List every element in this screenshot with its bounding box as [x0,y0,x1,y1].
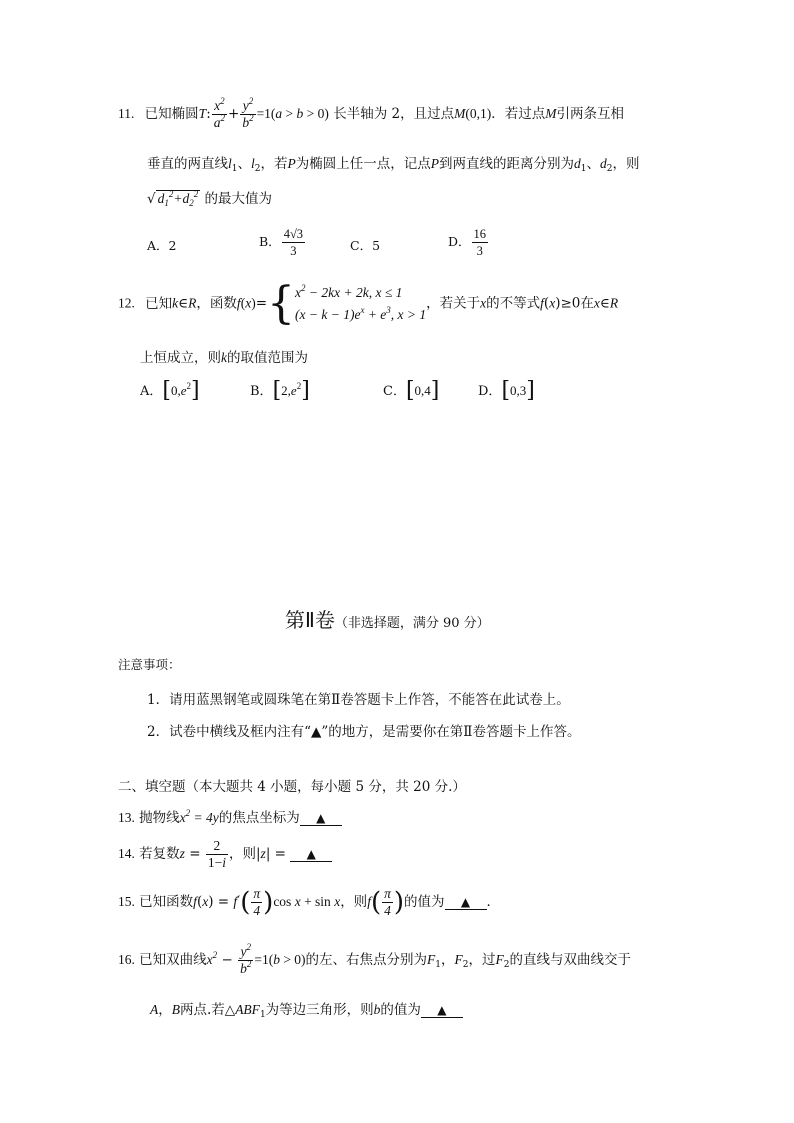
question-15: 15. 已知函数f(x) = f′( $\frac{\pi}{4}$ )cos x + sin x，则f( $\frac{\pi}{4}$ )的值为 ▲ ． [118,886,501,918]
question-11: 11. 已知椭圆T: $\frac{x^2}{a^2}$ + $\frac{y^2}{b^2}$ =1(a > b > 0) 长半轴为 2，且过点M(0,1)．若过点M引两条互相 [118,96,624,130]
question-text: ，若 [260,156,288,172]
question-text: 为等边三角形，则 [265,1002,374,1018]
question-text: ．若过点 [491,106,546,122]
notice-item-2: 2．试卷中横线及框内注有“▲”的地方，是需要你在第Ⅱ卷答题卡上作答。 [147,724,581,740]
part-title: 二、填空题（本大题共 4 小题，每小题 5 分，共 20 分.） [118,779,466,795]
question-number: 14. [118,846,135,861]
question-text: 为椭圆上任一点，记点 [295,156,431,172]
math: T [198,106,207,121]
question-11-line2: 垂直的两直线$l_1$、$l_2$，若P为椭圆上任一点，记点P到两直线的距离分别为$d_1$、$d_2$，则 [147,156,640,174]
answer-blank: ▲ [421,1003,463,1018]
question-text: ，则 [340,894,368,910]
question-text: 的左、右焦点分别为 [305,952,428,968]
question-text: 到两直线的距离分别为 [439,156,574,172]
section-subtitle: （非选择题，满分 90 分） [334,616,490,631]
question-text: 两点.若△ [180,1002,236,1018]
question-12: 12. 已知k∈R，函数f(x)={ $x^2 - 2kx + 2k$, x ≤ 1 $(x - k - 1)e^x + e^3$, x > 1 ，若关于x的不等式f(x)≥0在x∈R [118,278,619,329]
question-16-line2: A，B两点.若$\triangle ABF_1$为等边三角形，则b的值为 ▲ [150,998,463,1018]
math: M [545,106,557,121]
question-text: ，函数 [196,295,237,312]
question-text: ，过 [468,952,496,968]
option-a: A．$[0,e^2]$ [140,378,200,403]
question-11-line3 [147,187,272,207]
math: { [267,278,295,329]
question-text: 若复数 [139,846,180,862]
question-text: 已知函数 [139,894,194,910]
math: M [454,106,466,121]
option-c: C．[0,4] [383,378,440,403]
question-text: 的取值范围为 [227,350,308,366]
question-text: 上恒成立，则 [140,350,221,366]
option-d: D． $\frac{16}{3}$ [448,227,487,258]
question-text: 已知椭圆 [144,106,199,122]
math: √ $d_1^2+d_2^2$ [147,189,199,208]
question-text: ，则 [228,846,256,862]
question-text: 已知 [145,295,173,312]
option-d: D．[0,3] [478,378,535,403]
question-number: 15. [118,894,135,909]
question-number: 13. [118,810,135,825]
question-text: 引两条互相 [556,106,624,122]
answer-blank: ▲ [300,811,342,826]
question-text: 垂直的两直线 [147,156,228,172]
question-13: 13. 抛物线$x^2 = 4y$的焦点坐标为 ▲ [118,806,342,826]
question-14: 14. 若复数z = $\frac{2}{1-i}$ ，则|z| = ▲ [118,838,332,871]
question-text: 的值为 [380,1002,421,1018]
question-text: 的直线与双曲线交于 [509,952,631,968]
question-text: 的焦点坐标为 [218,810,300,826]
math: $\frac{y^2}{b^2}$ [242,96,254,130]
section-heading: 第Ⅱ卷 [285,608,335,632]
option-b: B．$[2,e^2]$ [250,378,310,403]
question-12-line2: 上恒成立，则k的取值范围为 [140,350,308,366]
option-b: B． $\frac{4√3}{3}$ [259,227,304,258]
question-number: 16. [118,952,135,967]
question-text: 的值为 [404,894,445,910]
question-16: 16. 已知双曲线$x^2$ − $\frac{y^2}{b^2}$ =1(b > 0)的左、右焦点分别为$F_1$，$F_2$，过$F_2$的直线与双曲线交于 [118,942,631,976]
question-number: 12. [118,295,135,311]
question-text: ，若关于 [426,295,481,312]
option-a: A．2 [147,238,177,253]
notice-item-1: 1．请用蓝黑钢笔或圆珠笔在第Ⅱ卷答题卡上作答，不能答在此试卷上。 [147,692,570,708]
question-text: ，则 [612,156,640,172]
question-number: 11. [118,106,135,121]
question-text: 抛物线 [139,810,180,826]
question-text: 的不等式 [486,295,541,312]
math: $\frac{x^2}{a^2}$ [213,96,225,130]
question-text: 的最大值为 [204,191,273,207]
section-title [285,604,490,633]
math: =1(a > b > 0) [256,106,329,121]
question-text: 长半轴为 2，且过点 [333,106,455,122]
question-text: 在 [580,295,594,312]
notice-title: 注意事项： [118,657,181,672]
answer-blank: ▲ [445,895,487,910]
answer-blank: ▲ [290,847,332,862]
piecewise: $x^2 - 2kx + 2k$, x ≤ 1 $(x - k - 1)e^x + e^3$, x > 1 [295,283,427,322]
question-text: 已知双曲线 [139,952,207,968]
option-c: C．5 [350,238,381,253]
